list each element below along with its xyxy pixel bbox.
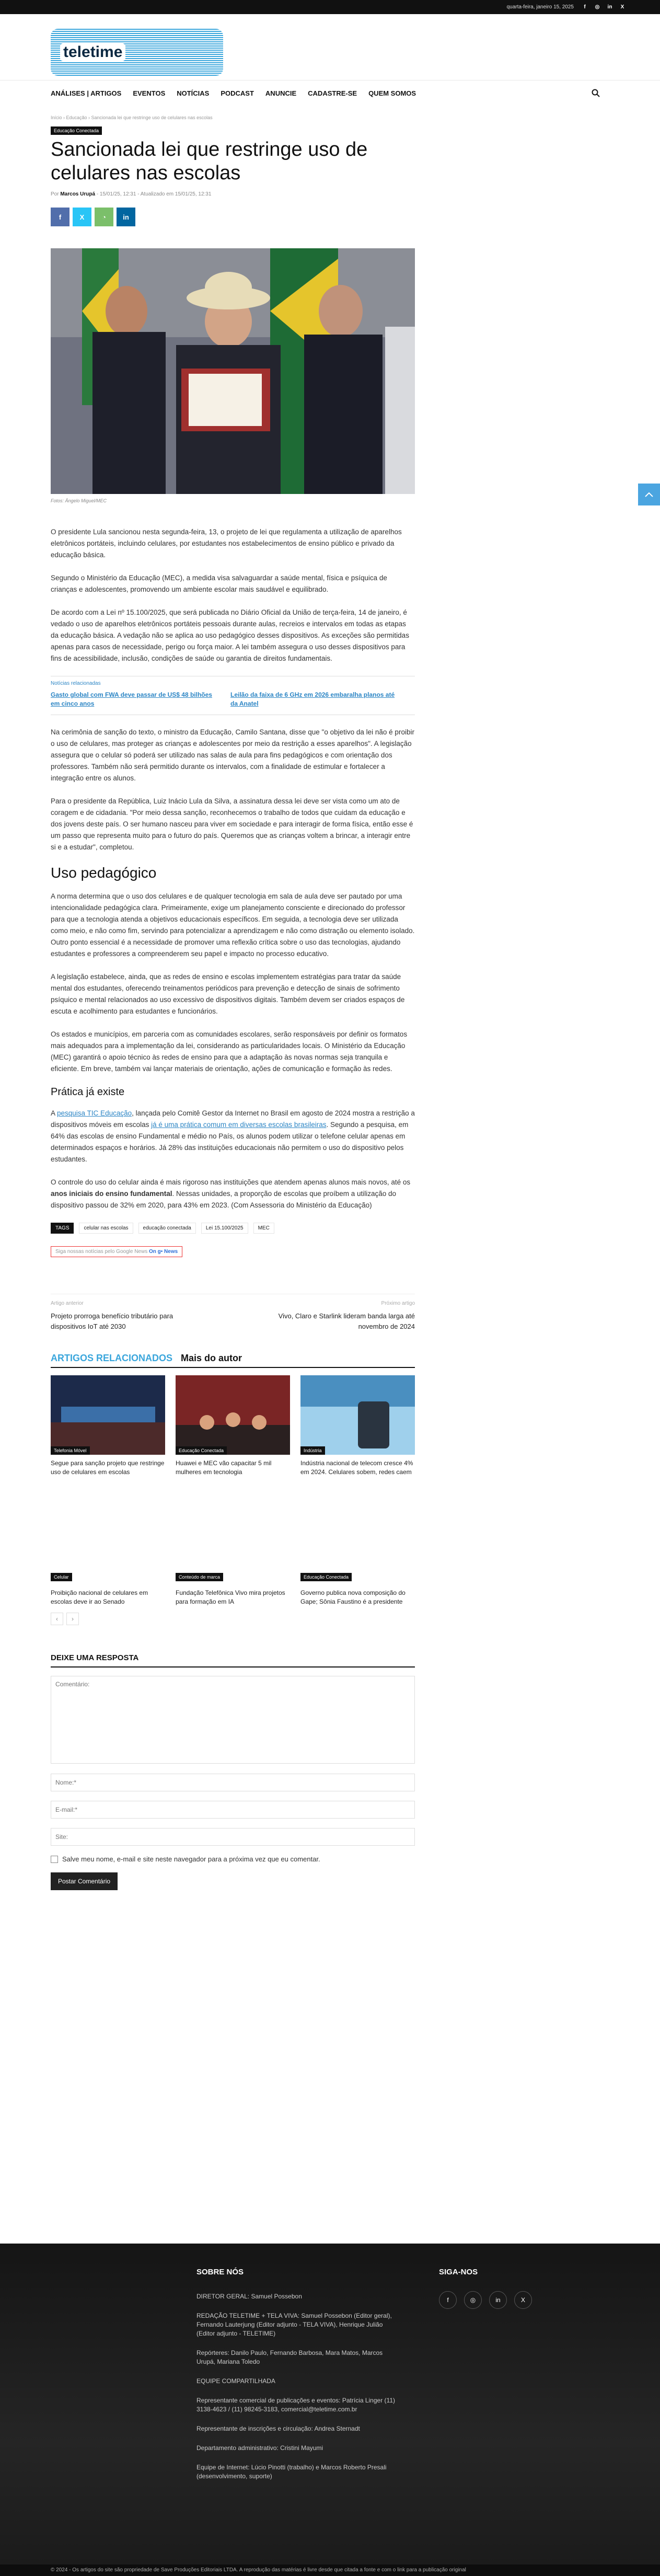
inline-link[interactable]: pesquisa TIC Educação bbox=[57, 1109, 132, 1117]
paragraph: A norma determina que o uso dos celulares e de qualquer tecnologia em sala de aula deve ser pautado por uma intencionalidade pedagógica clara. Primeiramente, exige um planejamento consciente e direcionado do professor para que a tecnologia atenda a objetivos educacionais específicos. Em seguida, a tecnologia deve ser utilizada como meio, e não como fim, servindo para potencializar a aprendizagem e não como distração ou elemento isolado. Outro ponto essencial é a necessidade de promover uma reflexão crítica sobre o uso das tecnologias, ajudando estudantes e professores a compreenderem seu papel e impacto no processo educativo. bbox=[51, 892, 415, 958]
tab-more-from-author[interactable]: Mais do autor bbox=[181, 1353, 242, 1363]
linkedin-share-icon[interactable]: in bbox=[117, 208, 135, 226]
related-card[interactable] bbox=[176, 1375, 290, 1477]
section-subheading: Prática já existe bbox=[51, 1086, 125, 1098]
comment-heading: DEIXE UMA RESPOSTA bbox=[51, 1653, 415, 1668]
related-card[interactable] bbox=[300, 1375, 415, 1477]
paragraph: A legislação estabelece, ainda, que as redes de ensino e escolas implementem estratégias para tratar da saúde mental dos estudantes, oferecendo treinamentos periódicos para prevenção e detecção de sinais de sofrimento psíquico e mental relacionados ao uso excessivo de dispositivos digitais. Também devem ser criados espaços de escuta e acolhimento para estudantes e funcionários. bbox=[51, 973, 405, 1015]
instagram-icon[interactable]: ◎ bbox=[464, 2291, 482, 2309]
tag-link[interactable]: Lei 15.100/2025 bbox=[201, 1223, 248, 1234]
footer-follow bbox=[439, 2268, 532, 2309]
back-to-top-button[interactable] bbox=[638, 484, 660, 505]
comment-form bbox=[51, 1653, 415, 1890]
card-tag[interactable]: Telefonia Móvel bbox=[51, 1446, 90, 1455]
text-run: , lançada pelo Comitê Gestor da Internet no Brasil em agosto de 2024 mostra a restrição a dispositivos móveis em escolas bbox=[51, 1109, 415, 1129]
article-main bbox=[51, 115, 415, 1890]
related-card[interactable] bbox=[51, 1375, 165, 1477]
footer-about bbox=[196, 2268, 395, 2491]
card-image[interactable] bbox=[300, 1505, 415, 1584]
tab-related-articles[interactable]: ARTIGOS RELACIONADOS bbox=[51, 1353, 173, 1363]
site-logo[interactable] bbox=[51, 29, 223, 76]
save-info-checkbox-row bbox=[51, 1855, 415, 1863]
related-news-box bbox=[51, 676, 415, 715]
share-buttons bbox=[51, 208, 415, 226]
article-meta bbox=[51, 191, 415, 197]
card-image[interactable] bbox=[300, 1375, 415, 1455]
site-footer bbox=[0, 2244, 660, 2576]
section-heading: Uso pedagógico bbox=[51, 865, 157, 881]
paragraph bbox=[51, 1108, 415, 1165]
card-photo bbox=[300, 1375, 415, 1455]
footer-text: Equipe de Internet: Lúcio Pinotti (trabalho) e Marcos Roberto Presali (desenvolvimento, suporte) bbox=[196, 2464, 387, 2480]
nav-noticias[interactable]: NOTÍCIAS bbox=[177, 89, 210, 97]
related-news-link[interactable]: Gasto global com FWA deve passar de US$ 48 bilhões em cinco anos bbox=[51, 691, 212, 707]
footer-text: Representante comercial de publicações e eventos: Patrícia Linger (11) 3138-4623 / (11) 98245-3183, comercial@teletime.com.br bbox=[196, 2397, 395, 2413]
nav-analises[interactable]: ANÁLISES | ARTIGOS bbox=[51, 89, 122, 97]
nav-cadastre-se[interactable]: CADASTRE-SE bbox=[308, 89, 357, 97]
prev-label: Artigo anterior bbox=[51, 1301, 84, 1306]
card-image[interactable] bbox=[51, 1505, 165, 1584]
google-news-banner[interactable] bbox=[51, 1246, 182, 1257]
x-icon[interactable]: X bbox=[514, 2291, 532, 2309]
tag-link[interactable]: MEC bbox=[253, 1223, 274, 1234]
logo-text: teletime bbox=[60, 43, 125, 61]
name-field[interactable] bbox=[51, 1774, 415, 1791]
bold-text: anos iniciais do ensino fundamental bbox=[51, 1190, 172, 1198]
card-title[interactable]: Segue para sanção projeto que restringe uso de celulares em escolas bbox=[51, 1459, 165, 1476]
card-title[interactable]: Proibição nacional de celulares em escolas deve ir ao Senado bbox=[51, 1589, 148, 1605]
text-run: A bbox=[51, 1109, 57, 1117]
next-label: Próximo artigo bbox=[381, 1301, 415, 1306]
card-tag[interactable]: Celular bbox=[51, 1573, 72, 1581]
save-info-checkbox[interactable] bbox=[51, 1856, 58, 1863]
chevron-up-icon bbox=[645, 492, 653, 497]
card-tag[interactable]: Conteúdo de marca bbox=[176, 1573, 223, 1581]
tags-list bbox=[51, 1223, 415, 1234]
text-run: . Segundo a pesquisa, em 64% das escolas de ensino Fundamental e médio no País, os alunos podem utilizar o telefone celular apenas em determinados espaços e horários. Já 28% das instituições educacionais não permitem o uso do dispositivo pelos estudantes. bbox=[51, 1121, 409, 1163]
category-badge[interactable]: Educação Conectada bbox=[51, 126, 102, 135]
search-icon[interactable] bbox=[592, 89, 600, 100]
facebook-icon[interactable]: f bbox=[439, 2291, 457, 2309]
nav-row bbox=[0, 80, 660, 107]
top-bar bbox=[0, 0, 660, 14]
related-news-label: Notícias relacionadas bbox=[51, 681, 101, 686]
card-tag[interactable]: Indústria bbox=[300, 1446, 325, 1455]
footer-about-heading: SOBRE NÓS bbox=[196, 2268, 244, 2276]
footer-text: Departamento administrativo: Cristini Mayumi bbox=[196, 2444, 323, 2452]
hero-photo-illustration bbox=[51, 248, 415, 494]
article-date: - 15/01/25, 12:31 - Atualizado em 15/01/25, 12:31 bbox=[96, 191, 212, 197]
card-tag[interactable]: Educação Conectada bbox=[176, 1446, 227, 1455]
main-nav bbox=[51, 84, 416, 102]
paragraph: Para o presidente da República, Luiz Inácio Lula da Silva, a assinatura dessa lei deve ser vista como um ato de coragem e de cidadania. "Por meio dessa sanção, reconhecemos o trabalho de todos que cuidam da educação e dos jovens deste país. O ser humano nasceu para viver em sociedade e para interagir de forma física, então esse é um passo que representa muito para o futuro do país. Queremos que as crianças voltem a brincar, a interagir entre si e a estudar", completou. bbox=[51, 797, 413, 851]
prev-article[interactable] bbox=[51, 1298, 207, 1332]
footer-text: EQUIPE COMPARTILHADA bbox=[196, 2377, 275, 2385]
nav-anuncie[interactable]: ANUNCIE bbox=[265, 89, 297, 97]
card-image[interactable] bbox=[51, 1375, 165, 1455]
inline-link[interactable]: já é uma prática comum em diversas escolas brasileiras bbox=[151, 1121, 327, 1129]
related-card[interactable] bbox=[51, 1505, 165, 1606]
current-date: quarta-feira, janeiro 15, 2025 bbox=[506, 4, 574, 10]
facebook-share-icon[interactable]: f bbox=[51, 208, 70, 226]
card-title[interactable]: Governo publica nova composição do Gape; Sônia Faustino é a presidente bbox=[300, 1589, 406, 1605]
google-news-badge: On g• News bbox=[149, 1249, 178, 1255]
footer-follow-heading: SIGA-NOS bbox=[439, 2268, 478, 2276]
card-photo bbox=[51, 1375, 165, 1455]
next-title[interactable]: Vivo, Claro e Starlink lideram banda larga até novembro de 2024 bbox=[278, 1312, 415, 1330]
footer-text: REDAÇÃO TELETIME + TELA VIVA: Samuel Possebon (Editor geral), Fernando Lauterjung (Editor adjunto - TELA VIVA), Henrique Julião (Editor adjunto - TELETIME) bbox=[196, 2312, 392, 2337]
article-title: Sancionada lei que restringe uso de celulares nas escolas bbox=[51, 139, 368, 184]
related-card[interactable] bbox=[300, 1505, 415, 1606]
author-link[interactable]: Marcos Urupá bbox=[60, 191, 96, 197]
x-icon[interactable]: X bbox=[620, 4, 624, 10]
text-run: O controle do uso do celular ainda é mais rigoroso nas instituições que atendem apenas alunos mais novos, até os bbox=[51, 1178, 411, 1186]
card-title[interactable]: Indústria nacional de telecom cresce 4% em 2024. Celulares sobem, redes caem bbox=[300, 1459, 413, 1476]
footer-text: Representante de inscrições e circulação: Andrea Sternadt bbox=[196, 2425, 360, 2432]
instagram-icon[interactable]: ◎ bbox=[595, 4, 600, 10]
next-page-button[interactable]: › bbox=[66, 1613, 79, 1625]
paragraph: O presidente Lula sancionou nesta segunda-feira, 13, o projeto de lei que regulamenta a utilização de aparelhos eletrônicos portáteis, incluindo celulares, por estudantes nos estabelecimentos de ensino público e privado da educação básica. bbox=[51, 528, 402, 559]
prev-page-button[interactable]: ‹ bbox=[51, 1613, 63, 1625]
email-field[interactable] bbox=[51, 1801, 415, 1819]
tag-link[interactable]: educação conectada bbox=[138, 1223, 196, 1234]
tags-label: TAGS bbox=[51, 1223, 74, 1234]
card-image[interactable] bbox=[176, 1375, 290, 1455]
card-image[interactable] bbox=[176, 1505, 290, 1584]
hero-photo bbox=[51, 248, 415, 494]
related-cards bbox=[51, 1375, 415, 1624]
linkedin-icon[interactable]: in bbox=[489, 2291, 507, 2309]
card-tag[interactable]: Educação Conectada bbox=[300, 1573, 352, 1581]
prev-next-nav bbox=[51, 1294, 415, 1332]
related-news-link[interactable]: Leilão da faixa de 6 GHz em 2026 embaralha planos até da Anatel bbox=[230, 691, 395, 707]
paragraph: Segundo o Ministério da Educação (MEC), a medida visa salvaguardar a saúde mental, física e psíquica de crianças e adolescentes, promovendo um ambiente escolar mais saudável e equilibrado. bbox=[51, 574, 387, 593]
x-share-icon[interactable]: X bbox=[73, 208, 91, 226]
author-prefix: Por bbox=[51, 191, 59, 197]
tag-link[interactable]: celular nas escolas bbox=[79, 1223, 133, 1234]
paragraph: De acordo com a Lei nº 15.100/2025, que será publicada no Diário Oficial da União de terça-feira, 14 de janeiro, é vedado o uso de aparelhos eletrônicos portáteis pessoais durante aulas, recreios e intervalos em todas as etapas da educação básica. A vedação não se aplica ao uso pedagógico desses dispositivos. As exceções são permitidas apenas para casos de necessidade, perigo ou força maior. A lei também assegura o uso desses dispositivos para fins de acessibilidade, inclusão, condições de saúde ou garantia de direitos fundamentais. bbox=[51, 608, 409, 662]
copyright-bar: © 2024 - Os artigos do site são propriedade de Save Produções Editoriais LTDA. A reprodução das matérias é livre desde que citada a fonte e com o link para a publicação original bbox=[0, 2564, 660, 2576]
paragraph bbox=[51, 1177, 415, 1211]
top-social-icons bbox=[581, 4, 626, 11]
breadcrumb[interactable]: Início › Educação › Sancionada lei que restringe uso de celulares nas escolas bbox=[51, 115, 213, 120]
card-photo bbox=[176, 1375, 290, 1455]
footer-text: DIRETOR GERAL: Samuel Possebon bbox=[196, 2293, 302, 2300]
nav-podcast[interactable]: PODCAST bbox=[221, 89, 254, 97]
post-comment-button[interactable]: Postar Comentário bbox=[51, 1872, 118, 1890]
footer-text: Repórteres: Danilo Paulo, Fernando Barbosa, Mara Matos, Marcos Urupá, Mariana Toledo bbox=[196, 2349, 383, 2365]
site-header bbox=[0, 14, 660, 80]
nav-quem-somos[interactable]: QUEM SOMOS bbox=[368, 89, 416, 97]
nav-eventos[interactable]: EVENTOS bbox=[133, 89, 166, 97]
comment-textarea[interactable] bbox=[51, 1676, 415, 1764]
related-pager bbox=[51, 1613, 415, 1625]
linkedin-icon[interactable]: in bbox=[607, 4, 612, 10]
card-title[interactable]: Huawei e MEC vão capacitar 5 mil mulheres em tecnologia bbox=[176, 1459, 272, 1476]
next-article[interactable] bbox=[258, 1298, 415, 1332]
photo-caption: Fotos: Ângelo Miguel/MEC bbox=[51, 498, 107, 503]
related-tabs bbox=[51, 1353, 415, 1368]
card-title[interactable]: Fundação Telefônica Vivo mira projetos para formação em IA bbox=[176, 1589, 285, 1605]
save-info-label: Salve meu nome, e-mail e site neste navegador para a próxima vez que eu comentar. bbox=[62, 1855, 320, 1863]
prev-title[interactable]: Projeto prorroga benefício tributário para dispositivos IoT até 2030 bbox=[51, 1312, 173, 1330]
website-field[interactable] bbox=[51, 1828, 415, 1846]
whatsapp-share-icon[interactable]: ◔ bbox=[95, 208, 113, 226]
text-run: . Nessas unidades, a proporção de escolas que proíbem a utilização do dispositivo passou de 32% em 2020, para 43% em 2023. (Com Assessoria do Ministério da Educação) bbox=[51, 1190, 397, 1209]
google-news-text: Siga nossas notícias pelo Google News bbox=[55, 1249, 148, 1255]
related-card[interactable] bbox=[176, 1505, 290, 1606]
paragraph: Na cerimônia de sanção do texto, o ministro da Educação, Camilo Santana, disse que "o objetivo da lei não é proibir o uso de celulares, mas proteger as crianças e adolescentes por meio da restrição a esses aparelhos". A legislação assegura que o celular só poderá ser utilizado nas salas de aula para fins pedagógicos e com orientação dos professores. Também não será permitido durante os intervalos, com a finalidade de estimular e fortalecer a integração entre os alunos. bbox=[51, 728, 414, 782]
facebook-icon[interactable]: f bbox=[584, 4, 586, 10]
paragraph: Os estados e municípios, em parceria com as comunidades escolares, serão responsáveis por definir os formatos mais adequados para a implementação da lei, considerando as particularidades locais. O Ministério da Educação (MEC) garantirá o apoio técnico às redes de ensino para que a adaptação às novas normas seja tranquila e eficiente. Em breve, também vai lançar materiais de orientação, ações de comunicação e formação às redes. bbox=[51, 1030, 408, 1073]
